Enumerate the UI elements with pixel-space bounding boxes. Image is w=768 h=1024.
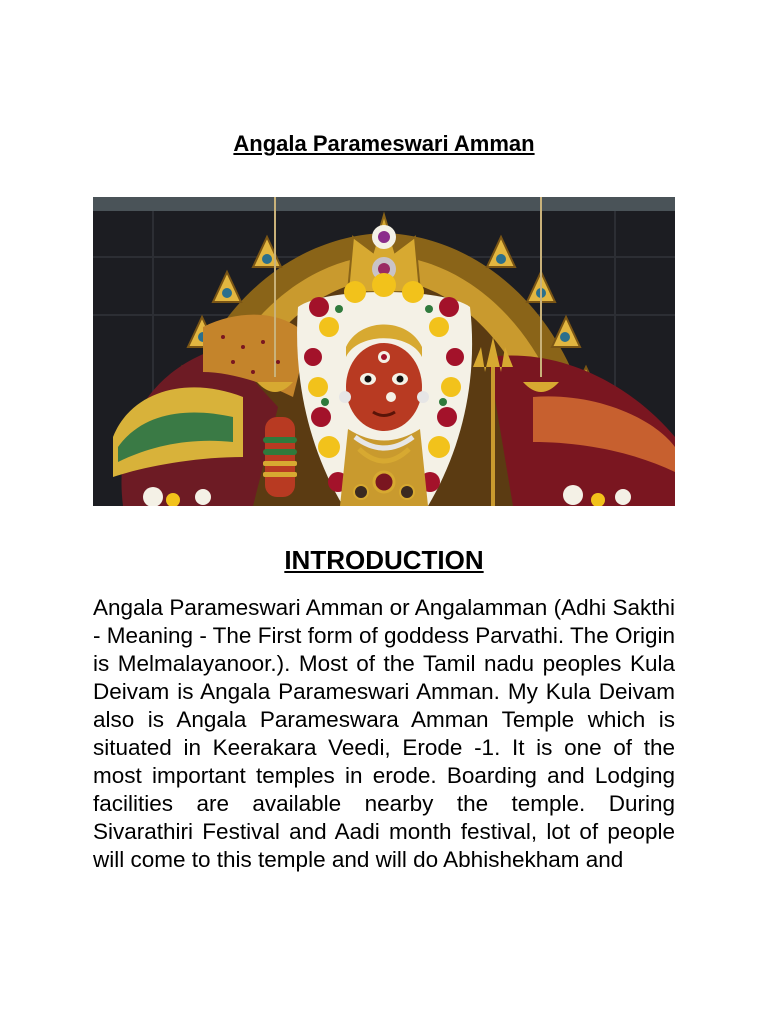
deity-photo — [93, 197, 675, 506]
section-heading-introduction: INTRODUCTION — [284, 545, 484, 575]
document-title: Angala Parameswari Amman — [233, 131, 535, 156]
deity-photo-illustration — [93, 197, 675, 506]
introduction-paragraph: Angala Parameswari Amman or Angalamman (Adhi Sakthi - Meaning - The First form of goddess Parvathi. The Origin is Melmalayanoor.). Most of the Tamil nadu peoples Kula Deivam is Angala Parameswari Amman. My Kula Deivam also is Angala Parameswara Amman Temple which is situated in Keerakara Veedi, Erode -1. It is one of the most important temples in erode. Boarding and Lodging facilities are available nearby the temple. During Sivarathiri Festival and Aadi month festival, lot of people will come to this temple and will do Abhishekham and — [93, 595, 675, 872]
